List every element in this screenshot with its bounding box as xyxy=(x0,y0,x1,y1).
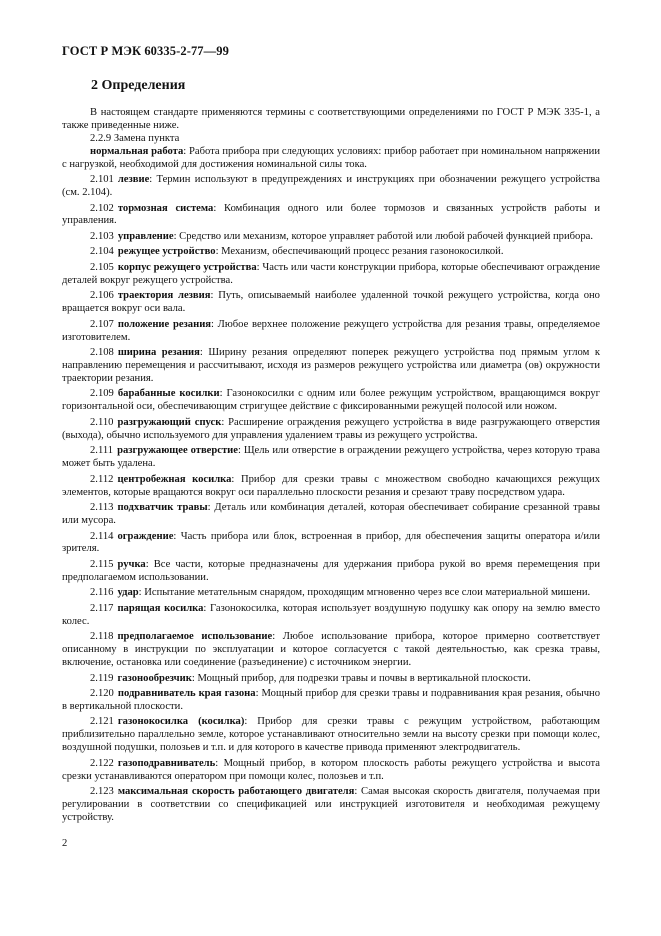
definition-text: : Прибор для срезки травы с режущим устройством, работающим приблизительно параллельно земле, которое устанавливают относительно земли на высоту срезки при помощи колес, воздушной подушки, полозьев и т.п. и для которого в качестве привода применяют электродвигатель. xyxy=(62,716,600,754)
definition-item xyxy=(62,559,600,585)
definition-number: 2.105 xyxy=(90,261,114,273)
definition-number: 2.102 xyxy=(90,202,114,214)
definition-term: режущее устройство xyxy=(117,246,216,258)
definition-term: газонокосилка (косилка) xyxy=(117,716,245,728)
document-header: ГОСТ Р МЭК 60335-2-77—99 xyxy=(62,44,229,58)
definition-item xyxy=(62,445,600,471)
definition-text: : Мощный прибор для срезки травы и подравнивания края резания, обычно в вертикальной плоскости. xyxy=(62,688,600,712)
definition-term: положение резания xyxy=(117,318,212,330)
page-number: 2 xyxy=(62,838,68,849)
definition-text: : Все части, которые предназначены для удержания прибора рукой во время перемещения при предполагаемом использовании. xyxy=(62,558,600,583)
definition-item xyxy=(62,417,600,443)
definition-item xyxy=(62,319,600,345)
definition-term: разгружающее отверстие xyxy=(117,445,238,457)
definition-number: 2.115 xyxy=(90,558,114,570)
definition-item xyxy=(62,388,600,414)
definition-term: корпус режущего устройства xyxy=(117,261,257,273)
definition-term: подравниватель края газона xyxy=(117,688,256,700)
definitions-body xyxy=(62,107,600,827)
definition-number: 2.110 xyxy=(90,416,114,428)
definition-term: барабанные косилки xyxy=(117,388,220,400)
definition-text: : Термин используют в предупреждениях и инструкциях при обозначении режущего устройства (см. 2.104). xyxy=(62,174,600,199)
definition-term: ручка xyxy=(117,558,146,570)
definition-term: разгружающий спуск xyxy=(117,416,222,428)
definition-text: : Газонокосилки с одним или более режущим устройством, вращающимся вокруг горизонтальной оси, обеспечивающим стригущее действие с фиксированными режущей полосой или ножом. xyxy=(62,388,600,413)
definition-text: : Расширение ограждения режущего устройства в виде разгружающего отверстия (выхода), обычно используемого для управления удалением травы из режущего устройства. xyxy=(62,416,600,441)
definition-text: : Деталь или комбинация деталей, которая обеспечивает собирание срезанной травы или мусора. xyxy=(62,502,600,526)
definition-number: 2.111 xyxy=(90,445,114,457)
definition-term: тормозная система xyxy=(117,202,214,214)
definition-number: 2.112 xyxy=(90,473,114,485)
definition-text: : Щель или отверстие в ограждении режущего устройства, через которую трава может быть удалена. xyxy=(62,445,600,470)
definition-item xyxy=(62,262,600,288)
definition-text: : Любое верхнее положение режущего устройства для резания травы, определяемое изготовителем. xyxy=(62,318,600,343)
definition-text: : Комбинация одного или более тормозов и связанных устройств работы и управления. xyxy=(62,202,600,227)
definition-term: ограждение xyxy=(117,530,174,542)
definition-text: : Мощный прибор, для подрезки травы и почвы в вертикальной плоскости. xyxy=(191,672,531,684)
definition-term: удар xyxy=(117,587,139,599)
definition-number: 2.121 xyxy=(90,716,114,728)
definition-term: центробежная косилка xyxy=(117,473,232,485)
definition-number: 2.123 xyxy=(90,786,114,798)
definition-number: 2.119 xyxy=(90,672,114,684)
definition-text: : Механизм, обеспечивающий процесс резания газонокосилкой. xyxy=(215,246,504,258)
definition-item xyxy=(62,603,600,629)
definition-number: 2.103 xyxy=(90,230,114,242)
definition-item xyxy=(62,502,600,528)
definition-item xyxy=(62,174,600,200)
definition-item xyxy=(62,688,600,714)
normal-work-paragraph xyxy=(62,146,600,172)
definition-number: 2.118 xyxy=(90,631,114,643)
definition-number: 2.120 xyxy=(90,688,114,700)
definition-text: : Ширину резания определяют поперек режущего устройства под прямым углом к направлению перемещения и рассчитывают, исходя из размеров режущего устройства или диаметра (ов) окружности траектории резания. xyxy=(62,347,600,384)
definition-term: парящая косилка xyxy=(117,602,204,614)
definition-number: 2.109 xyxy=(90,388,114,400)
definition-term: траектория лезвия xyxy=(117,290,211,302)
replace-note: 2.2.9 Замена пункта xyxy=(90,132,180,144)
definition-term: лезвие xyxy=(117,174,150,186)
definition-item xyxy=(62,716,600,755)
section-title: 2 Определения xyxy=(91,78,186,93)
definition-item xyxy=(62,474,600,500)
definition-item xyxy=(62,631,600,670)
definition-item xyxy=(62,786,600,825)
definition-item xyxy=(62,290,600,316)
definition-item xyxy=(62,347,600,386)
definition-term: газонообрезчик xyxy=(117,672,192,684)
definition-number: 2.101 xyxy=(90,174,114,186)
definition-term: предполагаемое использование xyxy=(117,631,273,643)
definition-item xyxy=(62,231,600,244)
definition-item xyxy=(62,673,600,686)
definition-item xyxy=(62,587,600,600)
definition-term: газоподравниватель xyxy=(117,757,216,769)
definition-number: 2.107 xyxy=(90,318,114,330)
definition-term: подхватчик травы xyxy=(117,502,208,514)
definition-text: : Работа прибора при следующих условиях: прибор работает при номинальном напряжении с нагрузкой, необходимой для достижения номинальной силы тока. xyxy=(62,145,600,170)
definition-term: максимальная скорость работающего двигателя xyxy=(117,786,355,798)
definition-item xyxy=(62,203,600,229)
definition-text: : Любое использование прибора, которое примерно соответствует описанному в инструкции по эксплуатации и которое согласуется с такой деятельностью, как срезка травы, включение, остановка или соединение (разъединение) с источником энергии. xyxy=(62,631,600,669)
definition-item xyxy=(62,246,600,259)
intro-paragraph: В настоящем стандарте применяются термины с соответствующими определениями по ГОСТ Р МЭК 335-1, а также приведенные ниже. xyxy=(62,107,600,131)
definition-number: 2.113 xyxy=(90,502,114,514)
definition-term: нормальная работа xyxy=(90,145,184,157)
definition-item xyxy=(62,758,600,784)
definition-number: 2.117 xyxy=(90,602,114,614)
definition-number: 2.108 xyxy=(90,347,114,359)
definition-text: : Часть прибора или блок, встроенная в прибор, для обеспечения защиты оператора и/или зрителя. xyxy=(62,530,600,555)
definition-number: 2.104 xyxy=(90,246,114,258)
definition-text: : Испытание метательным снарядом, проходящим мгновенно через все слои материальной мишени. xyxy=(138,587,591,599)
definition-text: : Часть или части конструкции прибора, которые обеспечивают ограждение деталей вокруг режущего устройства. xyxy=(62,261,601,286)
definition-number: 2.114 xyxy=(90,530,114,542)
definition-number: 2.122 xyxy=(90,757,114,769)
definition-text: : Газонокосилка, которая использует воздушную подушку как опору на землю вместо колес. xyxy=(62,602,600,627)
definition-term: управление xyxy=(117,230,174,242)
definition-text: : Средство или механизм, которое управляет работой или любой рабочей функцией прибора. xyxy=(173,230,593,242)
definitions-list xyxy=(62,174,600,825)
definition-number: 2.116 xyxy=(90,587,114,599)
definition-term: ширина резания xyxy=(117,347,200,359)
definition-item xyxy=(62,531,600,557)
definition-number: 2.106 xyxy=(90,290,114,302)
definition-text: : Мощный прибор, в котором плоскость работы режущего устройства и высота срезки устанавливаются оператором при помощи колес, полозьев и т.п. xyxy=(62,757,600,782)
definition-text: : Самая высокая скорость двигателя, получаемая при регулировании в соответствии со спецификацией или инструкцией изготовителя и необходимая режущему устройству. xyxy=(62,786,601,823)
definition-text: : Путь, описываемый наиболее удаленной точкой режущего устройства, когда оно вращается вокруг оси вала. xyxy=(62,290,600,315)
definition-text: : Прибор для срезки травы с множеством свободно качающихся режущих элементов, которые вращаются вокруг оси параллельно плоскости резания и срезают траву посредством удара. xyxy=(62,473,600,498)
